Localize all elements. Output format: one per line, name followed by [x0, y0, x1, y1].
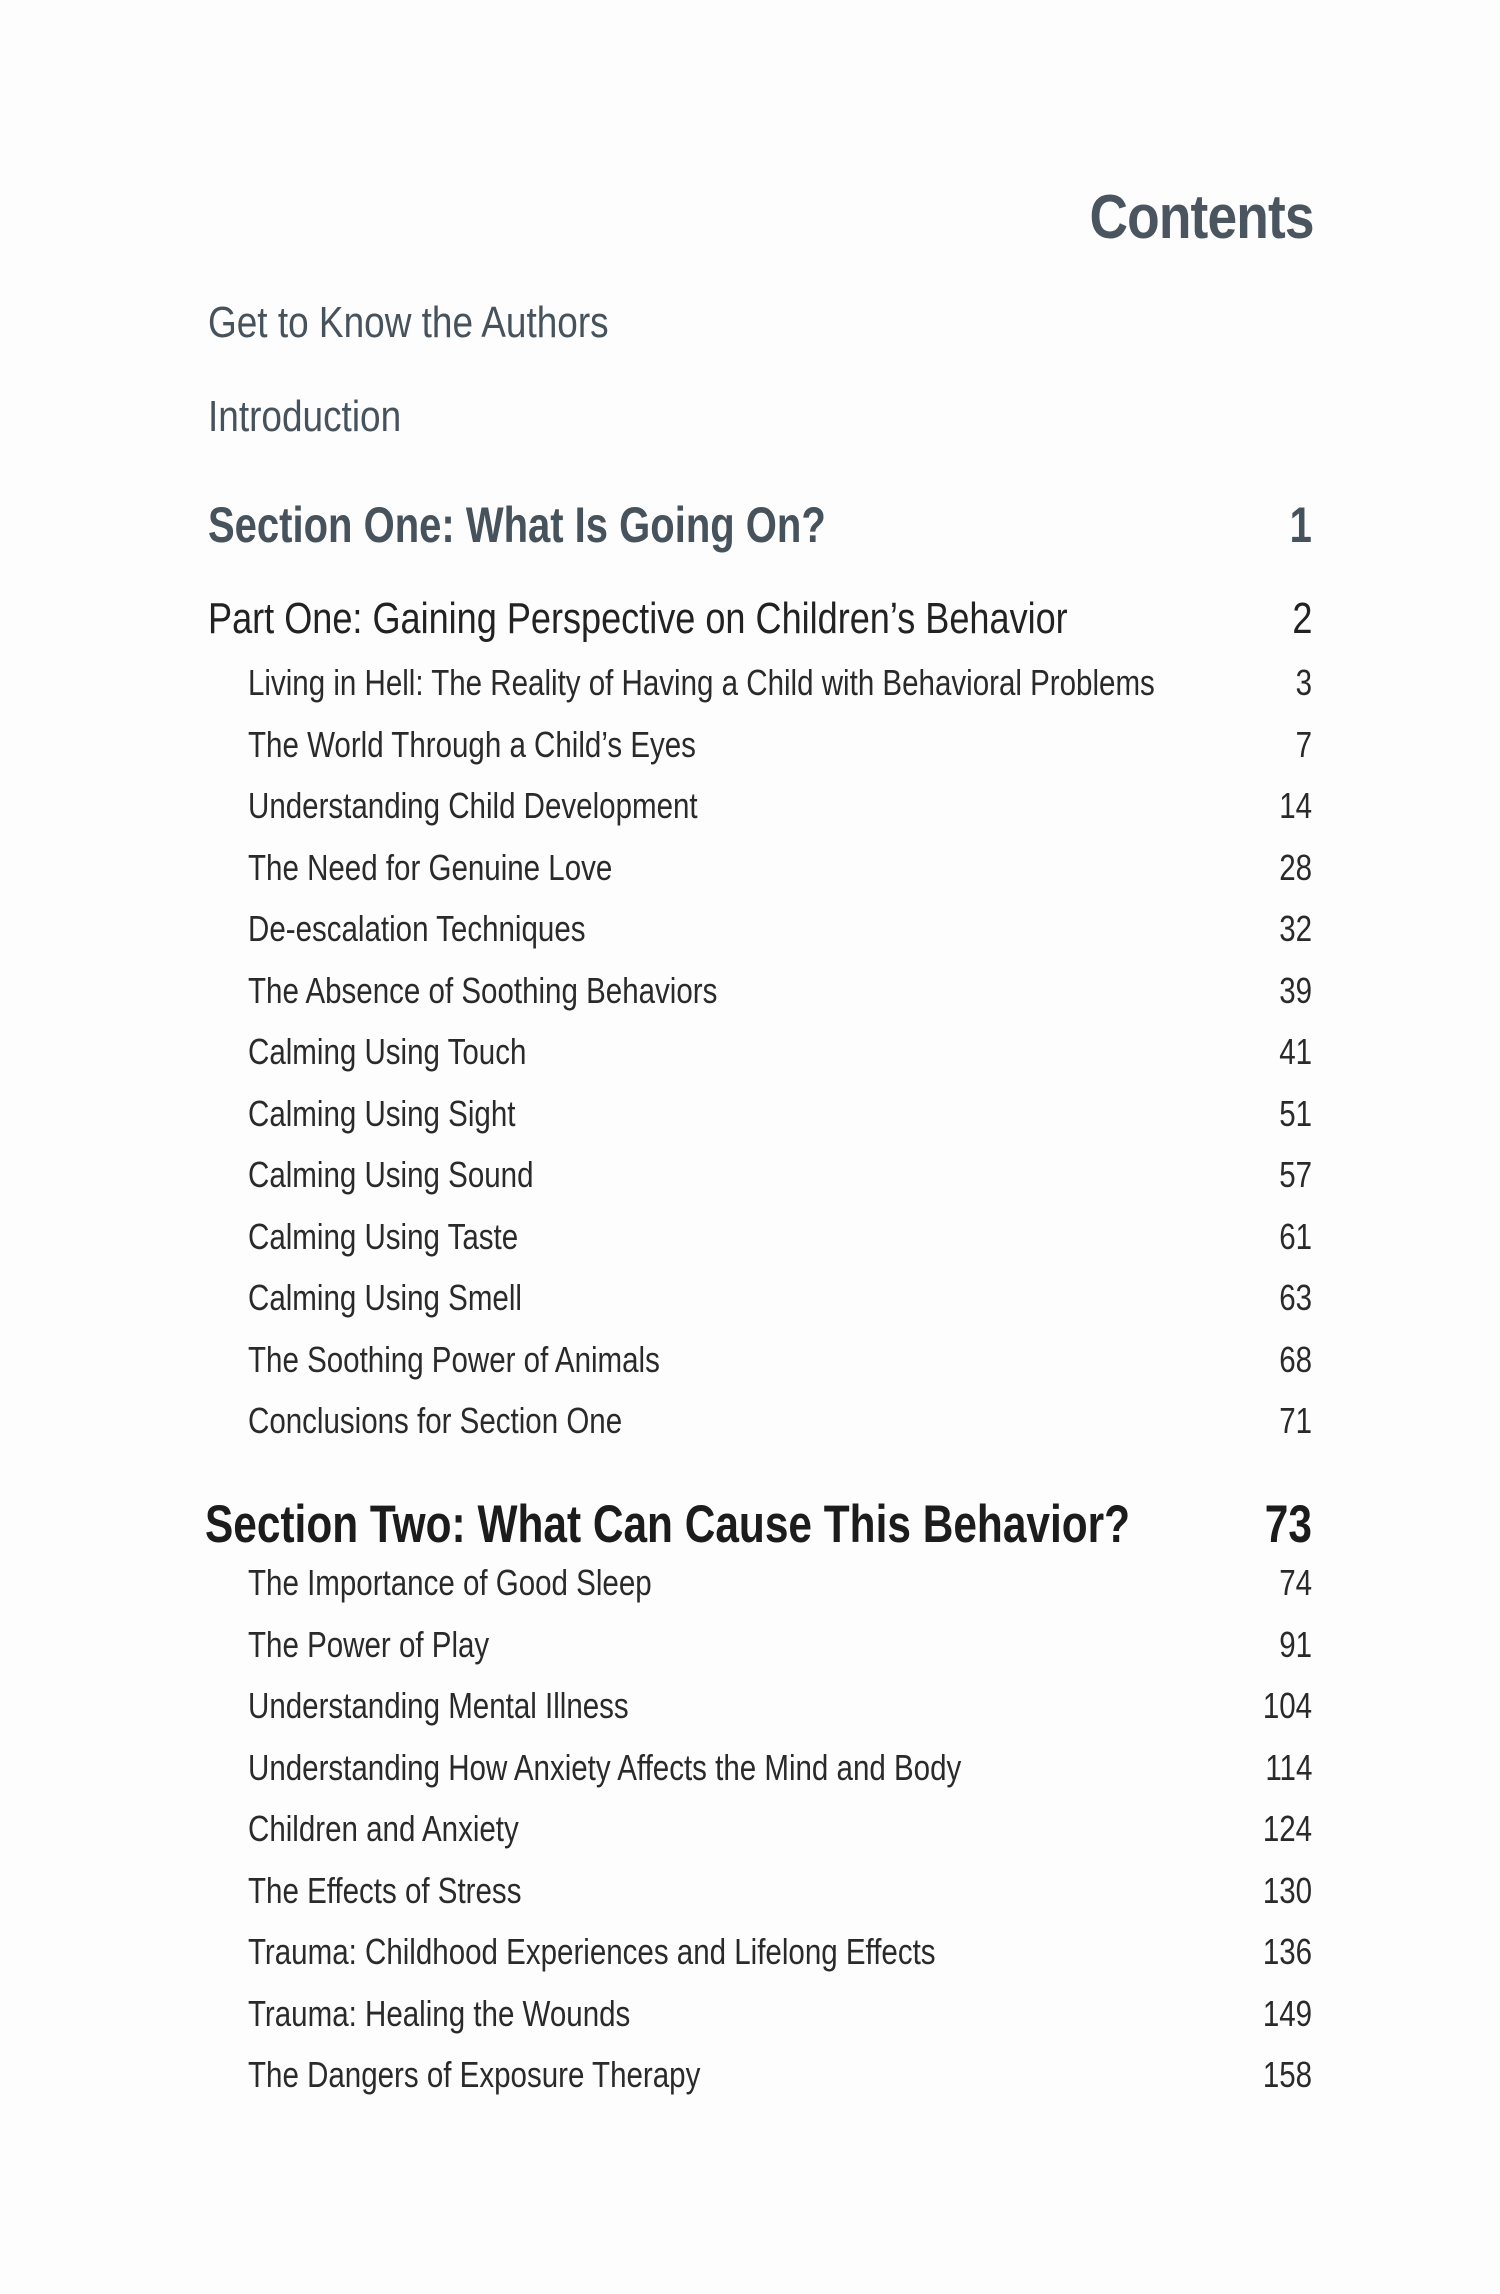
toc-entry-title: Children and Anxiety [248, 1808, 519, 1849]
toc-entry-title: Understanding Mental Illness [248, 1685, 629, 1726]
toc-entry-title: The Importance of Good Sleep [248, 1562, 652, 1603]
toc-entry-page: 114 [1264, 1746, 1312, 1788]
toc-section-label: Section One: What Is Going On? [208, 497, 826, 553]
toc-entry-title: Trauma: Childhood Experiences and Lifelong Effects [248, 1931, 936, 1972]
toc-entry [0, 1685, 1500, 1745]
toc-entry [0, 724, 1500, 784]
toc-entry-page: 28 [1279, 846, 1312, 888]
toc-entry-title: The Dangers of Exposure Therapy [248, 2054, 701, 2095]
toc-entry-title: Conclusions for Section One [248, 1400, 623, 1441]
toc-entry [0, 785, 1500, 845]
toc-part-one [0, 594, 1500, 654]
toc-entry-title: Calming Using Sight [248, 1092, 516, 1134]
toc-entry-page: 91 [1279, 1623, 1312, 1665]
toc-entry-title: The World Through a Child’s Eyes [248, 723, 696, 765]
toc-entry [0, 1931, 1500, 1991]
toc-entry-page: 136 [1262, 1931, 1312, 1972]
toc-entry [0, 908, 1500, 968]
toc-entry-title: Calming Using Sound [248, 1154, 534, 1195]
toc-entry [0, 1031, 1500, 1091]
toc-entry-page: 149 [1262, 1992, 1312, 2034]
toc-section-page: 73 [1264, 1495, 1312, 1554]
toc-entry [0, 1216, 1500, 1276]
toc-entry [0, 2054, 1500, 2114]
toc-front-matter-introduction: Introduction [208, 392, 402, 441]
toc-entry [0, 1093, 1500, 1153]
toc-entry-page: 7 [1295, 723, 1312, 765]
toc-entry-title: The Need for Genuine Love [248, 846, 613, 888]
toc-entry-page: 158 [1262, 2054, 1312, 2095]
toc-entry-page: 124 [1262, 1808, 1312, 1849]
toc-entry-title: Understanding How Anxiety Affects the Mind and Body [248, 1746, 962, 1788]
toc-front-matter-authors: Get to Know the Authors [208, 298, 609, 347]
toc-section-two [0, 1494, 1500, 1554]
toc-entry [0, 1624, 1500, 1684]
toc-entry-page: 32 [1279, 908, 1312, 949]
toc-entry [0, 1339, 1500, 1399]
toc-entry-title: The Soothing Power of Animals [248, 1338, 660, 1380]
toc-entry [0, 847, 1500, 907]
toc-entry-title: Understanding Child Development [248, 785, 698, 826]
toc-part-page: 2 [1291, 594, 1312, 643]
toc-entry-title: The Effects of Stress [248, 1869, 522, 1911]
toc-entry [0, 1808, 1500, 1868]
toc-part-label: Part One: Gaining Perspective on Children’s Behavior [208, 594, 1068, 643]
toc-entry [0, 662, 1500, 722]
toc-entry-page: 71 [1279, 1400, 1312, 1441]
toc-entry-title: De-escalation Techniques [248, 908, 586, 949]
toc-section-page: 1 [1289, 497, 1312, 553]
toc-entry [0, 1562, 1500, 1622]
toc-entry-page: 39 [1279, 969, 1312, 1011]
toc-entry-title: Calming Using Smell [248, 1277, 522, 1318]
toc-entry-title: Trauma: Healing the Wounds [248, 1992, 631, 2034]
toc-entry-page: 63 [1279, 1277, 1312, 1318]
toc-section-one [0, 496, 1500, 556]
toc-entry [0, 1870, 1500, 1930]
toc-entry-title: Calming Using Touch [248, 1031, 527, 1072]
toc-entry-page: 57 [1279, 1154, 1312, 1195]
toc-entry-page: 61 [1279, 1215, 1312, 1257]
toc-entry-page: 14 [1279, 785, 1312, 826]
toc-entry-title: The Power of Play [248, 1623, 490, 1665]
toc-entry [0, 1400, 1500, 1460]
toc-entry-page: 51 [1279, 1092, 1312, 1134]
toc-entry-page: 3 [1295, 662, 1312, 703]
toc-entry [0, 1993, 1500, 2053]
toc-section-label: Section Two: What Can Cause This Behavior? [205, 1495, 1131, 1554]
toc-entry-page: 68 [1279, 1338, 1312, 1380]
toc-entry-page: 74 [1279, 1562, 1312, 1603]
toc-entry [0, 1747, 1500, 1807]
toc-entry-title: Calming Using Taste [248, 1215, 519, 1257]
toc-entry-page: 41 [1279, 1031, 1312, 1072]
toc-entry [0, 1154, 1500, 1214]
toc-entry-title: Living in Hell: The Reality of Having a Child with Behavioral Problems [248, 662, 1155, 703]
page-title: Contents [1089, 183, 1314, 252]
toc-entry-page: 130 [1262, 1869, 1312, 1911]
toc-entry [0, 1277, 1500, 1337]
toc-entry-page: 104 [1262, 1685, 1312, 1726]
toc-entry [0, 970, 1500, 1030]
toc-entry-title: The Absence of Soothing Behaviors [248, 969, 718, 1011]
